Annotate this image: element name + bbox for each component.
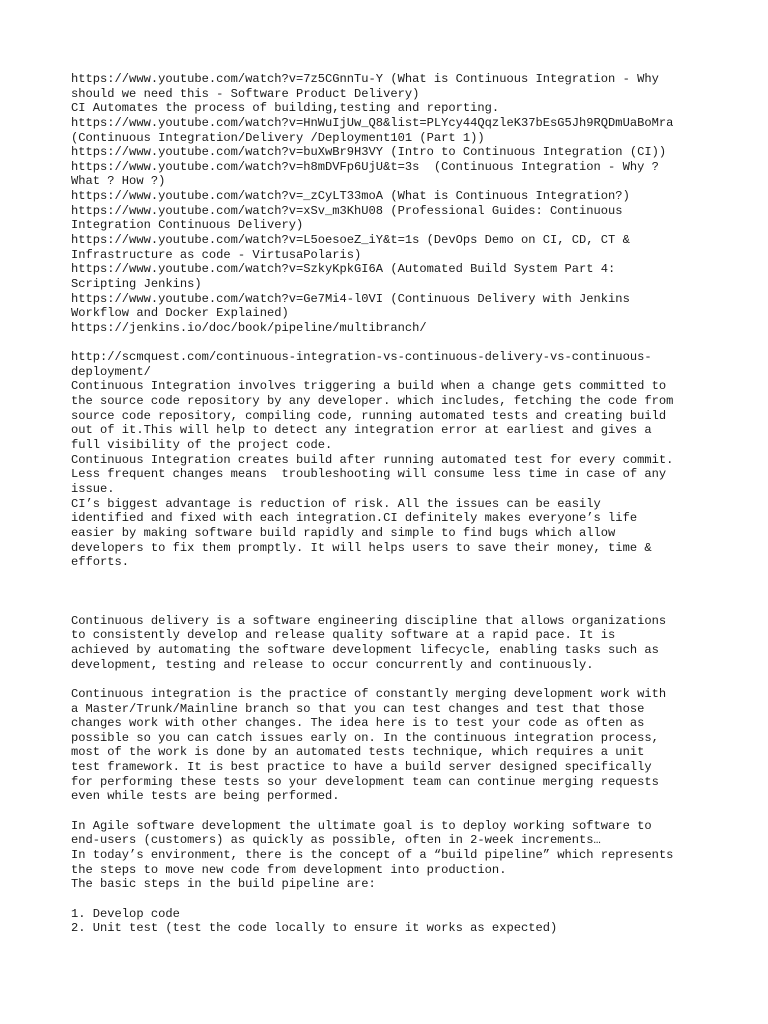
text-line[interactable]: https://www.youtube.com/watch?v=Ge7Mi4-l0VI (Continuous Delivery with Jenkins [71, 291, 630, 306]
blank-line [71, 804, 708, 819]
text-line: most of the work is done by an automated tests technique, which requires a unit [71, 745, 645, 760]
text-line: efforts. [71, 555, 130, 570]
blank-line [71, 599, 708, 614]
text-line: even while tests are being performed. [71, 789, 340, 804]
text-line: The basic steps in the build pipeline are: [71, 877, 376, 892]
text-line: Continuous delivery is a software engineering discipline that allows organizations [71, 613, 667, 628]
text-line: the steps to move new code from development into production. [71, 862, 507, 877]
text-line: Continuous Integration creates build after running automated test for every commit. [71, 452, 674, 467]
text-line: Infrastructure as code - VirtusaPolaris) [71, 247, 362, 262]
text-line[interactable]: https://www.youtube.com/watch?v=7z5CGnnTu-Y (What is Continuous Integration - Why [71, 72, 659, 86]
text-line: source code repository, compiling code, running automated tests and creating build [71, 408, 667, 423]
text-line: developers to fix them promptly. It will helps users to save their money, time & [71, 540, 652, 555]
text-line[interactable]: https://www.youtube.com/watch?v=L5oesoeZ_iY&t=1s (DevOps Demo on CI, CD, CT & [71, 233, 630, 248]
text-line: the source code repository by any developer. which includes, fetching the code from [71, 394, 674, 409]
text-line: Less frequent changes means troubleshooting will consume less time in case of any [71, 467, 667, 482]
text-line[interactable]: https://www.youtube.com/watch?v=h8mDVFp6UjU&t=3s (Continuous Integration - Why ? [71, 159, 659, 174]
text-line: possible so you can catch issues early on. In the continuous integration process, [71, 730, 659, 745]
text-line[interactable]: https://www.youtube.com/watch?v=SzkyKpkGI6A (Automated Build System Part 4: [71, 262, 616, 277]
text-line: Continuous integration is the practice of constantly merging development work with [71, 686, 667, 701]
text-line: to consistently develop and release quality software at a rapid pace. It is [71, 628, 616, 643]
text-line[interactable]: https://jenkins.io/doc/book/pipeline/multibranch/ [71, 320, 427, 335]
text-line: (Continuous Integration/Delivery /Deployment101 (Part 1)) [71, 130, 485, 145]
blank-line [71, 570, 708, 585]
list-item: 1. Develop code [71, 906, 180, 921]
text-line: issue. [71, 481, 115, 496]
text-line: for performing these tests so your development team can continue merging requests [71, 774, 659, 789]
text-line: In today’s environment, there is the concept of a “build pipeline” which represents [71, 847, 674, 862]
text-line: Workflow and Docker Explained) [71, 306, 289, 321]
text-line[interactable]: https://www.youtube.com/watch?v=_zCyLT33moA (What is Continuous Integration?) [71, 189, 630, 204]
text-line: CI Automates the process of building,testing and reporting. [71, 101, 500, 116]
text-line: What ? How ?) [71, 174, 166, 189]
text-line: Scripting Jenkins) [71, 276, 202, 291]
text-line: achieved by automating the software development lifecycle, enabling tasks such as [71, 642, 659, 657]
text-line: Integration Continuous Delivery) [71, 218, 304, 233]
text-line[interactable]: https://www.youtube.com/watch?v=HnWuIjUw_Q8&list=PLYcy44QqzleK37bEsG5Jh9RQDmUaBoMra [71, 115, 674, 130]
text-line: test framework. It is best practice to have a build server designed specifically [71, 760, 652, 775]
text-line: a Master/Trunk/Mainline branch so that you can test changes and test that those [71, 701, 645, 716]
blank-line [71, 672, 708, 687]
blank-line [71, 336, 708, 351]
text-line: out of it.This will help to detect any integration error at earliest and gives a [71, 423, 652, 438]
text-line: Continuous Integration involves triggering a build when a change gets committed to [71, 379, 667, 394]
text-line[interactable]: https://www.youtube.com/watch?v=buXwBr9H3VY (Intro to Continuous Integration (CI)) [71, 145, 667, 160]
text-line: CI’s biggest advantage is reduction of risk. All the issues can be easily [71, 496, 601, 511]
blank-line [71, 584, 708, 599]
text-line[interactable]: http://scmquest.com/continuous-integration-vs-continuous-delivery-vs-continuous- [71, 350, 652, 365]
text-line[interactable]: https://www.youtube.com/watch?v=xSv_m3KhU08 (Professional Guides: Continuous [71, 203, 623, 218]
text-line: development, testing and release to occur concurrently and continuously. [71, 657, 594, 672]
text-line: end-users (customers) as quickly as possible, often in 2-week increments… [71, 833, 601, 848]
text-line[interactable]: deployment/ [71, 364, 151, 379]
text-line: should we need this - Software Product Delivery) [71, 86, 420, 101]
text-line: In Agile software development the ultimate goal is to deploy working software to [71, 818, 652, 833]
blank-line [71, 892, 708, 907]
text-line: easier by making software build rapidly and simple to find bugs which allow [71, 525, 616, 540]
text-line: changes work with other changes. The idea here is to test your code as often as [71, 716, 645, 731]
text-line: full visibility of the project code. [71, 438, 333, 453]
list-item: 2. Unit test (test the code locally to ensure it works as expected) [71, 921, 558, 936]
text-line: identified and fixed with each integration.CI definitely makes everyone’s life [71, 511, 638, 526]
